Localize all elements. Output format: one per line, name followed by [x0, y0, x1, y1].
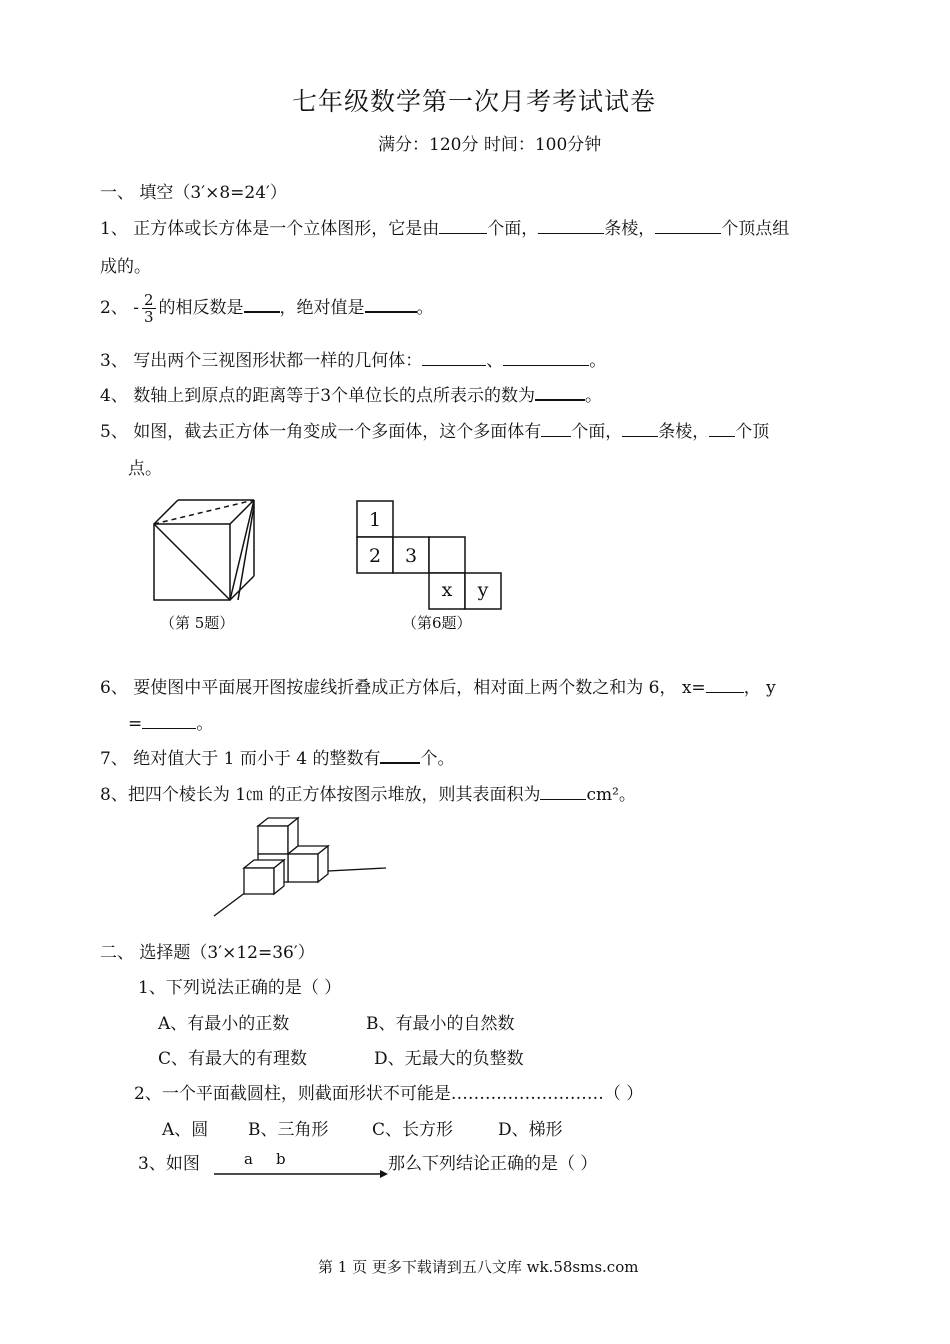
question-1-6-cont	[128, 713, 213, 735]
q7-text-b: 个。	[420, 749, 455, 769]
q2-blank-opposite[interactable]	[244, 297, 280, 313]
q1-text-a: 1、 正方体或长方体是一个立体图形，它是由	[100, 219, 440, 239]
q5-blank-vertices[interactable]	[709, 422, 735, 437]
cube-dashed-cut	[154, 500, 254, 524]
q1-text-d: 个顶点组	[721, 219, 790, 239]
q6-text-c: =	[128, 714, 143, 734]
question-1-5	[100, 421, 769, 443]
q5-text-b: 个面，	[571, 422, 623, 442]
choice-2-option-b[interactable]: B、三角形	[248, 1120, 329, 1140]
q3-text-a: 3、 写出两个三视图形状都一样的几何体：	[100, 351, 423, 371]
question-1-7	[100, 748, 454, 770]
q3-blank-1[interactable]	[422, 351, 486, 366]
number-line-label-b: b	[276, 1150, 286, 1168]
question-1-6	[100, 677, 776, 699]
q6-blank-y[interactable]	[142, 714, 196, 729]
q8-text-a: 8、把四个棱长为 1㎝ 的正方体按图示堆放，则其表面积为	[100, 785, 541, 805]
figure-6-caption: （第6题）	[402, 614, 472, 632]
net-label-2: 2	[368, 545, 382, 567]
q2-fraction-denominator: 3	[143, 308, 154, 326]
choice-2-option-a[interactable]: A、圆	[162, 1120, 209, 1140]
q2-fraction	[142, 292, 156, 325]
choice-2-option-d[interactable]: D、梯形	[498, 1120, 563, 1140]
choice-question-3: 3、如图	[138, 1154, 200, 1174]
number-line-figure	[214, 1150, 390, 1182]
figure-8-stacked-cubes	[210, 812, 390, 922]
q2-text-d: 。	[416, 298, 434, 318]
q5-text-d: 个顶	[735, 422, 770, 442]
number-line-label-a: a	[244, 1150, 253, 1168]
cube-front-diagonal	[154, 524, 230, 600]
choice-1-option-c[interactable]: C、有最大的有理数	[158, 1049, 308, 1069]
choice-question-1: 1、下列说法正确的是（ ）	[138, 978, 342, 998]
cube-right-front	[288, 854, 318, 882]
q1-blank-faces[interactable]	[439, 219, 487, 234]
net-label-x: x	[441, 579, 453, 601]
figure-5-cut-cube	[148, 496, 268, 606]
net-label-y: y	[477, 579, 489, 601]
q1-text-b: 个面，	[487, 219, 539, 239]
q4-blank[interactable]	[535, 385, 585, 401]
q6-text-b: ， y	[743, 678, 776, 698]
q2-text-a: 2、 -	[100, 298, 139, 318]
q2-text-c: ，绝对值是	[279, 298, 365, 318]
cube-top-front	[258, 826, 288, 854]
figure-5-caption: （第 5题）	[160, 614, 235, 632]
q2-fraction-numerator: 2	[143, 291, 154, 309]
q5-text-a: 5、 如图，截去正方体一角变成一个多面体，这个多面体有	[100, 422, 542, 442]
choice-1-option-d[interactable]: D、无最大的负整数	[374, 1049, 524, 1069]
question-1-1-cont: 成的。	[100, 257, 151, 277]
choice-question-2: 2、一个平面截圆柱，则截面形状不可能是………………………（ ）	[134, 1084, 644, 1104]
q7-text-a: 7、 绝对值大于 1 而小于 4 的整数有	[100, 749, 381, 769]
page-title: 七年级数学第一次月考考试试卷	[292, 87, 657, 116]
q5-blank-edges[interactable]	[622, 422, 658, 437]
section-1-heading: 一、 填空（3′×8=24′）	[100, 183, 287, 203]
cube-cut-edge-2	[238, 506, 254, 600]
q6-text-d: 。	[196, 714, 214, 734]
q1-blank-vertices[interactable]	[655, 219, 721, 234]
q6-text-a: 6、 要使图中平面展开图按虚线折叠成正方体后，相对面上两个数之和为 6， x=	[100, 678, 706, 698]
q3-text-b: 、	[486, 351, 504, 371]
q4-text-b: 。	[585, 386, 603, 406]
q2-text-b: 的相反数是	[158, 298, 244, 318]
q8-blank[interactable]	[540, 785, 586, 800]
question-1-1	[100, 218, 789, 240]
net-label-3: 3	[404, 545, 418, 567]
q7-blank[interactable]	[380, 748, 420, 764]
figure-6-cube-net	[356, 500, 502, 610]
q1-text-c: 条棱，	[604, 219, 656, 239]
q4-text-a: 4、 数轴上到原点的距离等于3个单位长的点所表示的数为	[100, 386, 536, 406]
cube-front-front	[244, 868, 274, 894]
choice-1-option-a[interactable]: A、有最小的正数	[158, 1014, 290, 1034]
q2-blank-absolute[interactable]	[365, 297, 417, 313]
choice-2-option-c[interactable]: C、长方形	[372, 1120, 454, 1140]
number-line-arrow-icon	[380, 1170, 388, 1178]
page-footer: 第 1 页 更多下载请到五八文库 wk.58sms.com	[318, 1258, 639, 1276]
question-1-8	[100, 784, 636, 806]
q5-blank-faces[interactable]	[541, 422, 571, 437]
question-1-5-cont: 点。	[128, 459, 162, 479]
q1-blank-edges[interactable]	[538, 219, 604, 234]
section-2-heading: 二、 选择题（3′×12=36′）	[100, 943, 315, 963]
net-cell-blank	[429, 537, 465, 573]
q3-text-c: 。	[589, 351, 607, 371]
question-1-2	[100, 292, 434, 325]
choice-1-option-b[interactable]: B、有最小的自然数	[366, 1014, 515, 1034]
cube-cut-edge	[230, 500, 254, 600]
choice-question-3-cont: 那么下列结论正确的是（ ）	[388, 1154, 598, 1174]
question-1-4	[100, 385, 602, 407]
q3-blank-2[interactable]	[503, 351, 589, 366]
q8-text-b: cm²。	[586, 785, 636, 805]
page-subtitle: 满分：120分 时间：100分钟	[378, 135, 602, 155]
q6-blank-x[interactable]	[706, 678, 744, 693]
question-1-3	[100, 350, 606, 372]
q5-text-c: 条棱，	[658, 422, 710, 442]
net-label-1: 1	[368, 509, 382, 531]
